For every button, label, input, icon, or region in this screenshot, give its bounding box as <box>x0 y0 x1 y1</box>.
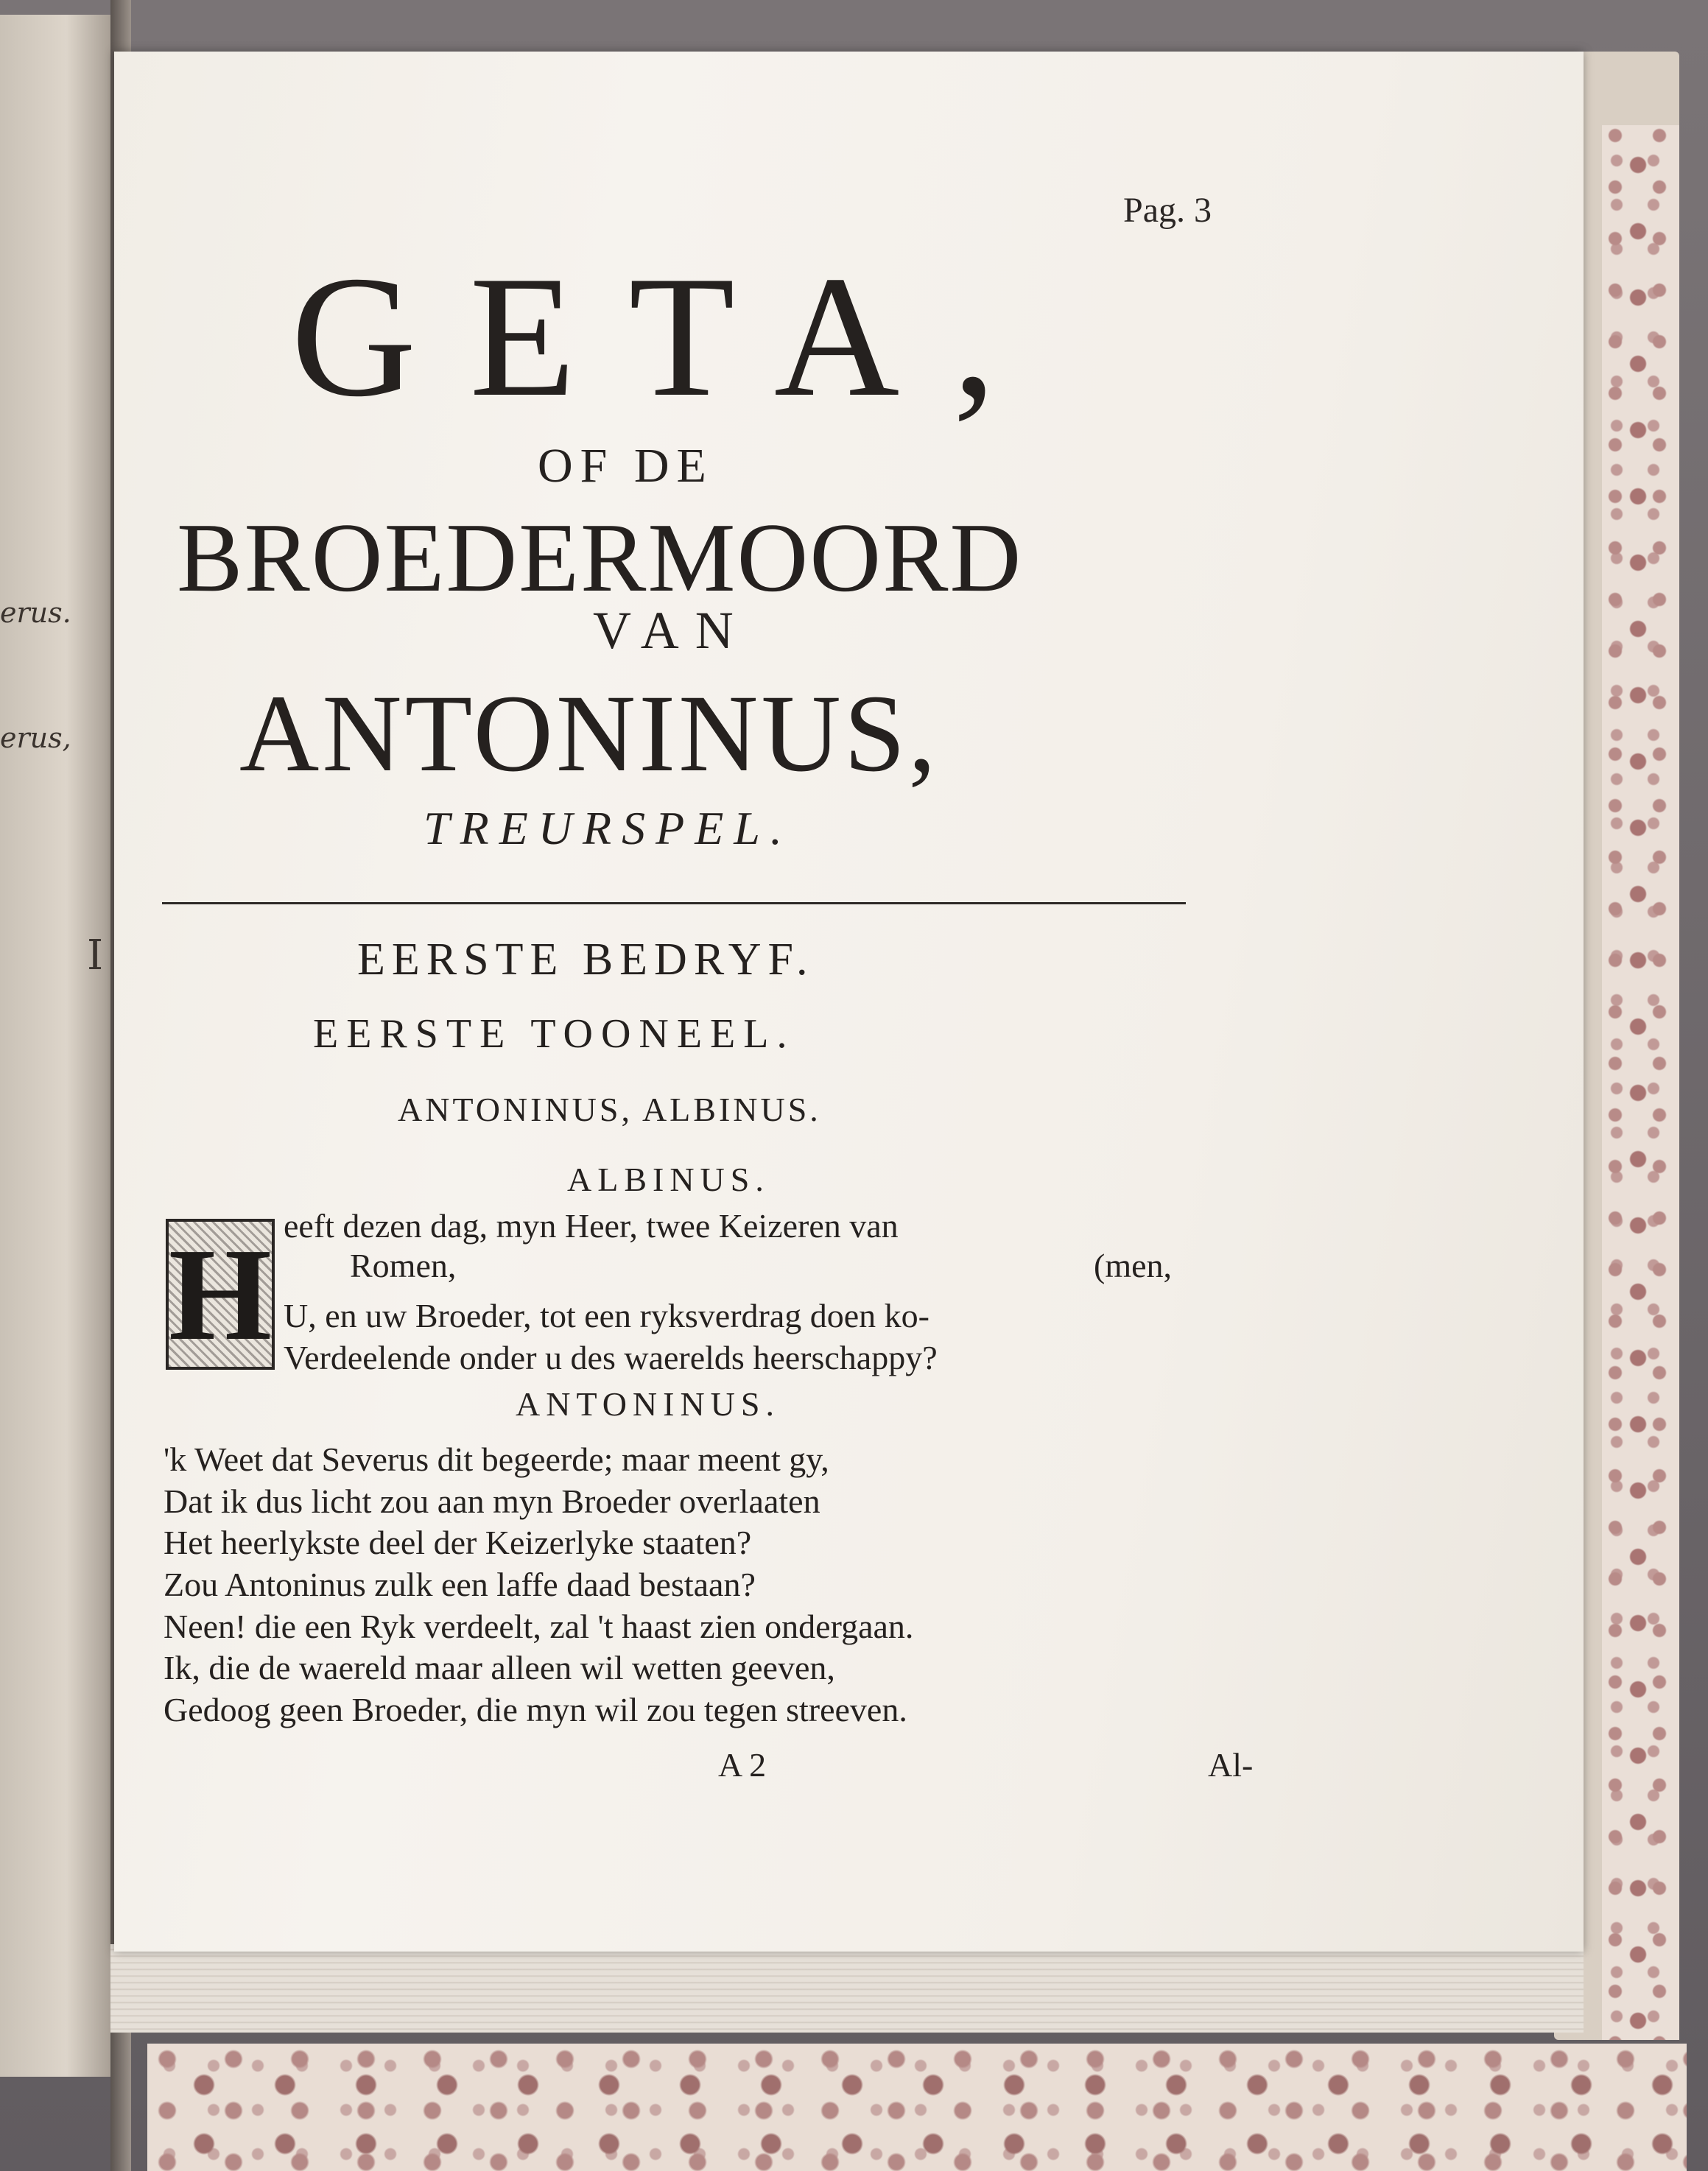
ornamental-drop-cap <box>166 1219 275 1370</box>
title-geta: GETA, <box>291 241 1050 433</box>
verse-line: Dat ik dus licht zou aan myn Broeder overlaaten <box>164 1482 820 1520</box>
marbled-cover-bottom <box>147 2044 1687 2171</box>
speaker-antoninus: ANTONINUS. <box>516 1385 780 1423</box>
page-stack-edge <box>110 1944 1584 2033</box>
verse-line: Neen! die een Ryk verdeelt, zal 't haast zien ondergaan. <box>164 1608 914 1645</box>
subtitle-of-de: OF DE <box>538 439 714 493</box>
title-antoninus: ANTONINUS, <box>239 672 939 795</box>
genre-treurspel: TREURSPEL. <box>424 802 793 854</box>
left-margin-text-1: erus. <box>0 597 71 629</box>
verse-line: Romen, <box>350 1247 457 1284</box>
left-margin-text-2: erus, <box>0 722 71 754</box>
verse-line: 'k Weet dat Severus dit begeerde; maar meent gy, <box>164 1440 829 1478</box>
signature-mark: A 2 <box>718 1746 767 1784</box>
act-heading: EERSTE BEDRYF. <box>357 935 815 985</box>
verse-line: Zou Antoninus zulk een laffe daad bestaan? <box>164 1566 756 1603</box>
drop-cap-letter: H <box>169 1220 273 1368</box>
marbled-cover-right <box>1602 125 1679 2040</box>
verse-line: Het heerlykste deel der Keizerlyke staaten? <box>164 1524 752 1561</box>
catchword: Al- <box>1208 1746 1254 1784</box>
cast-list: ANTONINUS, ALBINUS. <box>398 1091 821 1128</box>
page-number: Pag. 3 <box>1123 191 1212 230</box>
horizontal-rule <box>162 902 1186 904</box>
title-broedermoord: BROEDERMOORD <box>177 503 1023 612</box>
title-van: VAN <box>593 601 750 660</box>
verse-line-turnover: (men, <box>1094 1247 1173 1284</box>
verse-line: Verdeelende onder u des waerelds heerschappy? <box>284 1339 938 1376</box>
verse-line: Gedoog geen Broeder, die myn wil zou tegen streeven. <box>164 1691 907 1728</box>
left-page-edge <box>0 15 115 2077</box>
speaker-albinus: ALBINUS. <box>567 1161 770 1198</box>
left-margin-letter: I <box>87 932 104 979</box>
verse-line: Ik, die de waereld maar alleen wil wetten geeven, <box>164 1649 835 1686</box>
verse-line: U, en uw Broeder, tot een ryksverdrag doen ko- <box>284 1297 929 1334</box>
scene-heading: EERSTE TOONEEL. <box>313 1011 795 1057</box>
verse-line: eeft dezen dag, myn Heer, twee Keizeren van <box>284 1207 899 1245</box>
